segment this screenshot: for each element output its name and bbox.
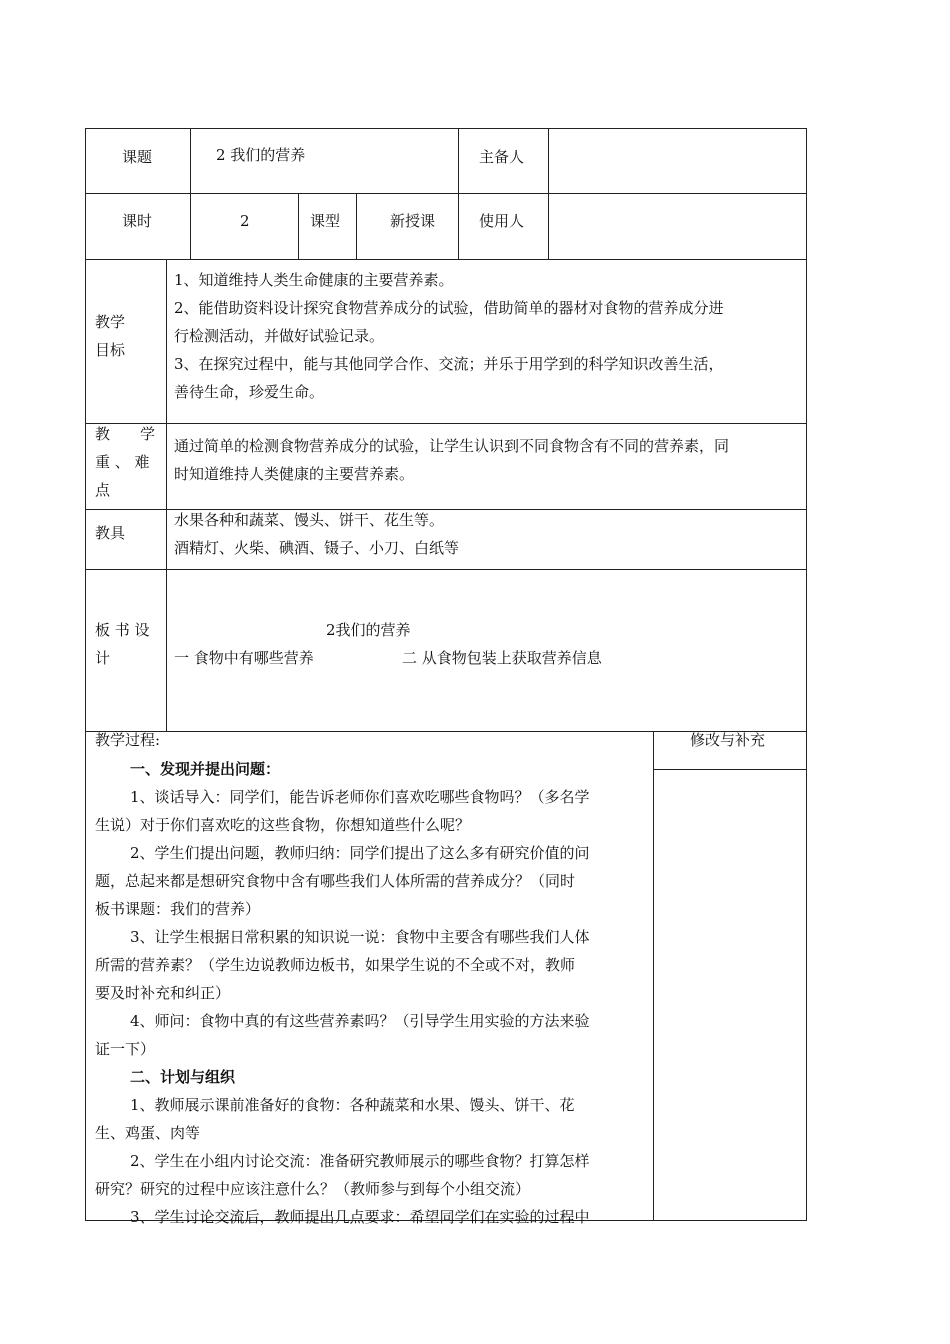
tools-divider xyxy=(85,569,807,570)
process-line: 1、谈话导入：同学们，能告诉老师你们喜欢吃哪些食物吗？（多名学 xyxy=(130,788,590,806)
user-label: 使用人 xyxy=(479,212,525,230)
keypoints-text xyxy=(174,432,729,488)
process-line: 生、鸡蛋、肉等 xyxy=(95,1124,201,1142)
tools-line: 酒精灯、火柴、碘酒、镊子、小刀、白纸等 xyxy=(174,539,460,557)
board-title: 2我们的营养 xyxy=(326,621,411,639)
keypoint-line: 时知道维持人类健康的主要营养素。 xyxy=(174,465,415,483)
process-line: 要及时补充和纠正） xyxy=(95,984,231,1002)
header-col-divider-2 xyxy=(458,128,459,260)
process-col-divider xyxy=(653,731,654,1221)
process-line: 生说）对于你们喜欢吃的这些食物，你想知道些什么呢？ xyxy=(95,816,471,834)
header-row-divider xyxy=(85,193,807,194)
objectives-text xyxy=(174,266,724,406)
board-item-2: 二 从食物包装上获取营养信息 xyxy=(402,649,602,667)
process-line: 1、教师展示课前准备好的食物：各种蔬菜和水果、馒头、饼干、花 xyxy=(130,1096,575,1114)
header-col-divider-1 xyxy=(190,128,191,260)
tools-label: 教具 xyxy=(95,524,126,542)
keypoint-line: 通过简单的检测食物营养成分的试验，让学生认识到不同食物含有不同的营养素，同 xyxy=(174,437,730,455)
process-line: 题，总起来都是想研究食物中含有哪些我们人体所需的营养成分？（同时 xyxy=(95,872,576,890)
keypoints-label: 教 学 重 、 难 点 xyxy=(95,425,156,499)
objectives-label: 教学 目标 xyxy=(95,313,126,359)
process-line: 2、学生们提出问题，教师归纳：同学们提出了这么多有研究价值的问 xyxy=(130,844,590,862)
tools-line: 水果各种和蔬菜、馒头、饼干、花生等。 xyxy=(174,511,445,529)
process-line: 所需的营养素？（学生边说教师边板书，如果学生说的不全或不对，教师 xyxy=(95,956,576,974)
process-line: 3、让学生根据日常积累的知识说一说：食物中主要含有哪些我们人体 xyxy=(130,928,590,946)
process-text xyxy=(95,755,647,1231)
revise-label: 修改与补充 xyxy=(690,731,766,749)
objective-line: 善待生命，珍爱生命。 xyxy=(174,383,325,401)
type-label: 课型 xyxy=(310,212,341,230)
objective-line: 1、知道维持人类生命健康的主要营养素。 xyxy=(174,271,454,289)
periods-label: 课时 xyxy=(122,212,153,230)
board-label: 板 书 设 计 xyxy=(95,621,150,667)
board-item-1: 一 食物中有哪些营养 xyxy=(174,649,314,667)
revise-header-divider xyxy=(653,769,807,770)
header-table xyxy=(85,128,807,260)
objective-line: 行检测活动，并做好试验记录。 xyxy=(174,327,385,345)
process-line: 2、学生在小组内讨论交流：准备研究教师展示的哪些食物？打算怎样 xyxy=(130,1152,590,1170)
tools-text xyxy=(174,506,459,562)
process-label: 教学过程: xyxy=(95,731,161,749)
subject-label: 课题 xyxy=(122,148,153,166)
objective-line: 2、能借助资料设计探究食物营养成分的试验，借助简单的器材对食物的营养成分进 xyxy=(174,299,724,317)
process-line: 4、师问：食物中真的有这些营养素吗？（引导学生用实验的方法来验 xyxy=(130,1012,590,1030)
process-line: 研究？研究的过程中应该注意什么？（教师参与到每个小组交流） xyxy=(95,1180,531,1198)
type-value: 新授课 xyxy=(390,212,436,230)
preparer-label: 主备人 xyxy=(479,148,525,166)
subject-value: 2 我们的营养 xyxy=(216,146,306,164)
objectives-divider xyxy=(85,423,807,424)
process-line: 证一下） xyxy=(95,1040,156,1058)
periods-value: 2 xyxy=(240,212,250,230)
objective-line: 3、在探究过程中，能与其他同学合作、交流；并乐于用学到的科学知识改善生活， xyxy=(174,355,724,373)
label-col-divider xyxy=(166,259,167,731)
header-col-divider-4 xyxy=(298,193,299,260)
process-line: 板书课题：我们的营养） xyxy=(95,900,261,918)
section-heading: 二、计划与组织 xyxy=(130,1068,236,1086)
header-col-divider-5 xyxy=(356,193,357,260)
header-col-divider-3 xyxy=(548,128,549,260)
section-heading: 一、发现并提出问题： xyxy=(130,760,281,778)
process-line: 3、学生讨论交流后，教师提出几点要求：希望同学们在实验的过程中 xyxy=(130,1208,590,1226)
